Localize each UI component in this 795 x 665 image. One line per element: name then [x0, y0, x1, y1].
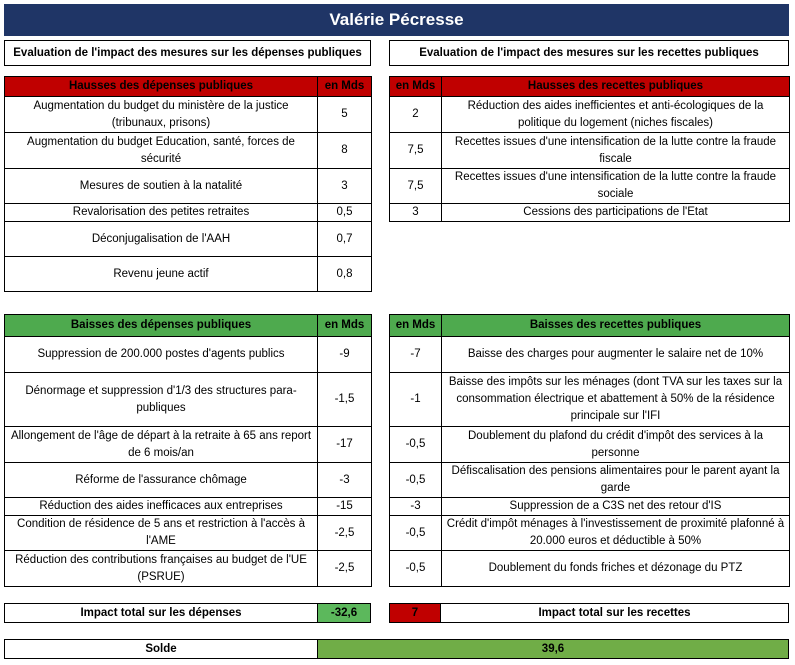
- row-label: Défiscalisation des pensions alimentaires pour le parent ayant la garde: [442, 463, 790, 498]
- table-row: [5, 169, 372, 204]
- recettes-section-header: Evaluation de l'impact des mesures sur les recettes publiques: [389, 40, 789, 66]
- table-row: [390, 133, 790, 169]
- row-label: Baisse des impôts sur les ménages (dont TVA sur les taxes sur la consommation électrique et abattement à 50% de la résidence principale sur l'IFI: [442, 373, 790, 427]
- row-value: 7,5: [390, 169, 442, 204]
- baisses-recettes-table: [389, 314, 790, 587]
- table-row: [390, 169, 790, 204]
- table-row: [5, 257, 372, 292]
- table-row: [390, 498, 790, 516]
- table-row: [5, 498, 372, 516]
- row-value: -0,5: [390, 427, 442, 463]
- table-row: [5, 373, 372, 427]
- table-row: [390, 463, 790, 498]
- baisses-recettes-header: Baisses des recettes publiques: [442, 315, 790, 337]
- row-label: Dénormage et suppression d'1/3 des structures para-publiques: [5, 373, 318, 427]
- row-label: Revenu jeune actif: [5, 257, 318, 292]
- row-label: Recettes issues d'une intensification de la lutte contre la fraude fiscale: [442, 133, 790, 169]
- row-label: Doublement du plafond du crédit d'impôt des services à la personne: [442, 427, 790, 463]
- baisses-recettes-unit: en Mds: [390, 315, 442, 337]
- row-value: -3: [390, 498, 442, 516]
- row-value: -0,5: [390, 463, 442, 498]
- row-label: Réduction des aides inefficientes et anti-écologiques de la politique du logement (niches fiscales): [442, 97, 790, 133]
- row-value: -17: [318, 427, 372, 463]
- page-title: Valérie Pécresse: [4, 4, 789, 36]
- row-label: Augmentation du budget du ministère de la justice (tribunaux, prisons): [5, 97, 318, 133]
- row-value: -1: [390, 373, 442, 427]
- hausses-depenses-table: [4, 76, 372, 292]
- row-value: -7: [390, 337, 442, 373]
- row-value: -2,5: [318, 516, 372, 551]
- row-label: Augmentation du budget Education, santé, forces de sécurité: [5, 133, 318, 169]
- solde-value: 39,6: [317, 639, 789, 659]
- table-row: [390, 204, 790, 222]
- total-depenses-value: -32,6: [317, 603, 371, 623]
- depenses-section-header: Evaluation de l'impact des mesures sur les dépenses publiques: [4, 40, 371, 66]
- row-value: 0,5: [318, 204, 372, 222]
- row-value: 0,8: [318, 257, 372, 292]
- table-row: [5, 222, 372, 257]
- table-row: [5, 204, 372, 222]
- row-value: -9: [318, 337, 372, 373]
- table-row: [390, 551, 790, 587]
- table-row: [5, 133, 372, 169]
- table-row: [5, 551, 372, 587]
- hausses-recettes-header: Hausses des recettes publiques: [442, 77, 790, 97]
- table-row: [390, 516, 790, 551]
- table-row: [5, 516, 372, 551]
- row-value: 5: [318, 97, 372, 133]
- table-row: [5, 463, 372, 498]
- row-label: Réduction des contributions françaises au budget de l'UE (PSRUE): [5, 551, 318, 587]
- row-label: Suppression de a C3S net des retour d'IS: [442, 498, 790, 516]
- row-label: Déconjugalisation de l'AAH: [5, 222, 318, 257]
- row-label: Réforme de l'assurance chômage: [5, 463, 318, 498]
- baisses-depenses-table: [4, 314, 372, 587]
- table-row: [390, 373, 790, 427]
- table-row: [5, 97, 372, 133]
- solde-label: Solde: [4, 639, 318, 659]
- row-value: 3: [390, 204, 442, 222]
- row-value: -3: [318, 463, 372, 498]
- row-label: Cessions des participations de l'Etat: [442, 204, 790, 222]
- table-row: [5, 427, 372, 463]
- total-recettes-value: 7: [389, 603, 441, 623]
- row-label: Suppression de 200.000 postes d'agents publics: [5, 337, 318, 373]
- hausses-recettes-table: [389, 76, 790, 222]
- baisses-depenses-unit: en Mds: [318, 315, 372, 337]
- table-row: [390, 427, 790, 463]
- row-label: Réduction des aides inefficaces aux entreprises: [5, 498, 318, 516]
- hausses-depenses-unit: en Mds: [318, 77, 372, 97]
- row-label: Baisse des charges pour augmenter le salaire net de 10%: [442, 337, 790, 373]
- row-value: 0,7: [318, 222, 372, 257]
- hausses-depenses-header: Hausses des dépenses publiques: [5, 77, 318, 97]
- table-row: [5, 337, 372, 373]
- row-value: -0,5: [390, 516, 442, 551]
- table-row: [390, 337, 790, 373]
- row-label: Doublement du fonds friches et dézonage du PTZ: [442, 551, 790, 587]
- row-label: Recettes issues d'une intensification de la lutte contre la fraude sociale: [442, 169, 790, 204]
- baisses-depenses-header: Baisses des dépenses publiques: [5, 315, 318, 337]
- row-value: -0,5: [390, 551, 442, 587]
- row-label: Allongement de l'âge de départ à la retraite à 65 ans report de 6 mois/an: [5, 427, 318, 463]
- total-depenses-label: Impact total sur les dépenses: [4, 603, 318, 623]
- total-recettes-label: Impact total sur les recettes: [440, 603, 789, 623]
- row-value: -2,5: [318, 551, 372, 587]
- row-label: Condition de résidence de 5 ans et restriction à l'accès à l'AME: [5, 516, 318, 551]
- row-value: -1,5: [318, 373, 372, 427]
- row-value: 2: [390, 97, 442, 133]
- row-value: 8: [318, 133, 372, 169]
- table-row: [390, 97, 790, 133]
- row-label: Crédit d'impôt ménages à l'investissement de proximité plafonné à 20.000 euros et déductible à 50%: [442, 516, 790, 551]
- row-value: 7,5: [390, 133, 442, 169]
- row-label: Revalorisation des petites retraites: [5, 204, 318, 222]
- row-label: Mesures de soutien à la natalité: [5, 169, 318, 204]
- row-value: -15: [318, 498, 372, 516]
- hausses-recettes-unit: en Mds: [390, 77, 442, 97]
- row-value: 3: [318, 169, 372, 204]
